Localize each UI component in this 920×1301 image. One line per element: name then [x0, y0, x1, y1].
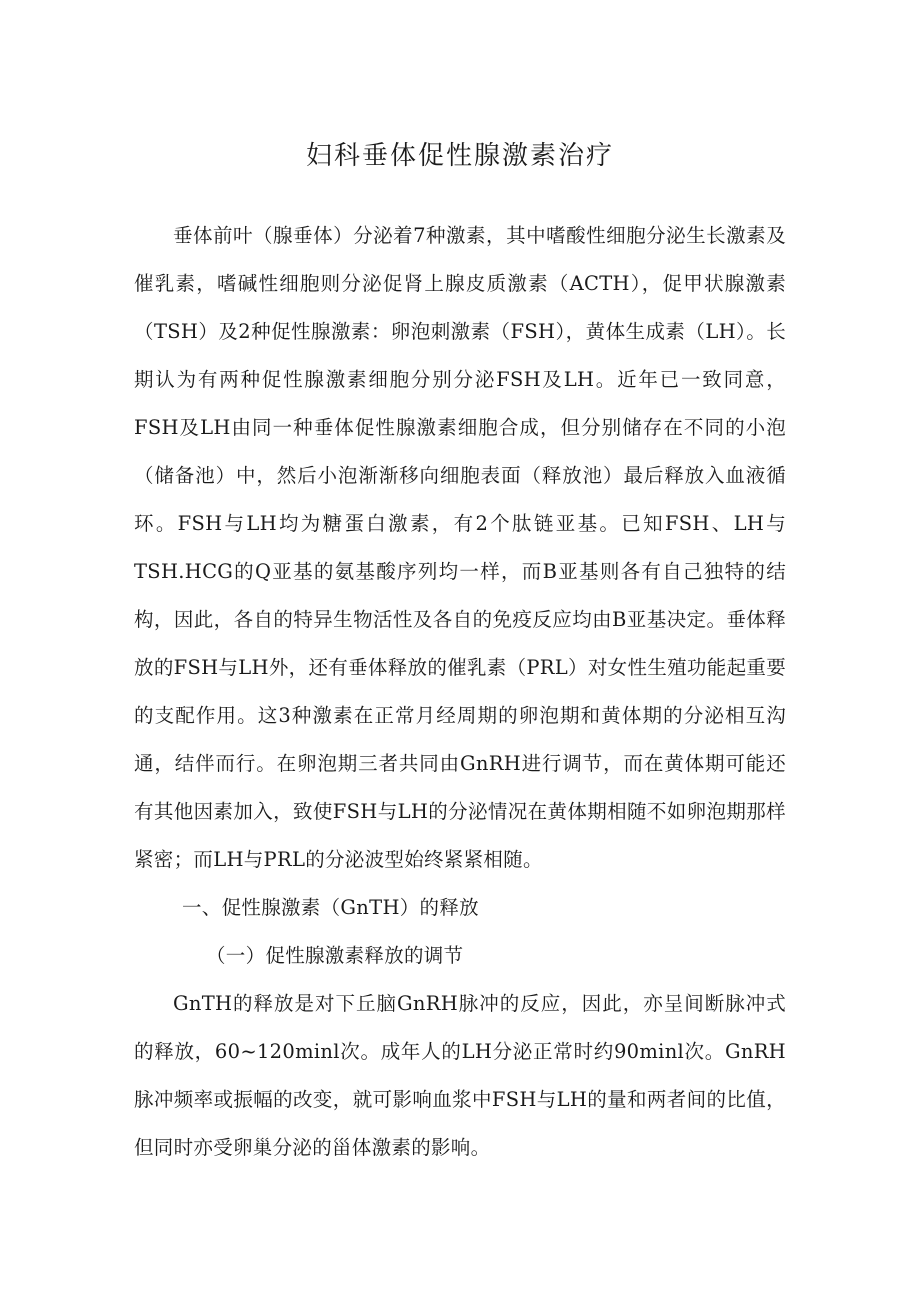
paragraph-hormones-overview: 垂体前叶（腺垂体）分泌着7种激素，其中嗜酸性细胞分泌生长激素及催乳素，嗜碱性细胞则分泌促肾上腺皮质激素（ACTH），促甲状腺激素（TSH）及2种促性腺激素：卵泡刺激素（FSH），黄体生成素（LH）。长期认为有两种促性腺激素细胞分别分泌FSH及LH。近年已一致同意，FSH及LH由同一种垂体促性腺激素细胞合成，但分别储存在不同的小泡（储备池）中，然后小泡渐渐移向细胞表面（释放池）最后释放入血液循环。FSH与LH均为糖蛋白激素，有2个肽链亚基。已知FSH、LH与TSH.HCG的Q亚基的氨基酸序列均一样，而B亚基则各有自己独特的结构，因此，各自的特异生物活性及各自的免疫反应均由B亚基决定。垂体释放的FSH与LH外，还有垂体释放的催乳素（PRL）对女性生殖功能起重要的支配作用。这3种激素在正常月经周期的卵泡期和黄体期的分泌相互沟通，结伴而行。在卵泡期三者共同由GnRH进行调节，而在黄体期可能还有其他因素加入，致使FSH与LH的分泌情况在黄体期相随不如卵泡期那样紧密；而LH与PRL的分泌波型始终紧紧相随。 — [134, 224, 786, 871]
document-title: 妇科垂体促性腺激素治疗 — [305, 141, 614, 172]
document-body — [134, 212, 786, 1172]
subsection-heading-release-regulation: （一）促性腺激素释放的调节 — [206, 944, 464, 967]
paragraph-gnth-pulse: GnTH的释放是对下丘脑GnRH脉冲的反应，因此，亦呈间断脉冲式的释放，60~120minl次。成年人的LH分泌正常时约90minl次。GnRH脉冲频率或振幅的改变，就可影响血浆中FSH与LH的量和两者间的比值，但同时亦受卵巢分泌的甾体激素的影响。 — [134, 992, 786, 1159]
section-heading-gnth-release: 一、促性腺激素（GnTH）的释放 — [182, 896, 479, 919]
